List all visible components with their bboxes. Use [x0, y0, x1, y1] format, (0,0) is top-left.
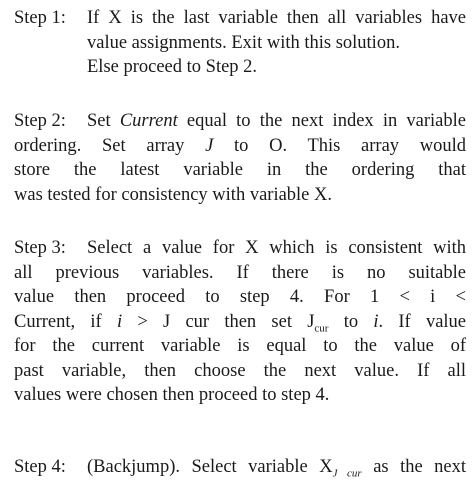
- step-4-line-1: (Backjump). Select variable $X_{J cur}$ as the next: [87, 457, 467, 480]
- step-1-line-1: If X is the last variable then all variables have: [87, 8, 466, 28]
- step-3-line-6: past variable, then choose the next value. If all: [14, 360, 466, 381]
- step-1: [14, 6, 466, 80]
- step-3-label: Step 3:: [14, 238, 66, 258]
- step-4-label: Step 4:: [14, 457, 66, 477]
- step-2-line-2: ordering. Set array J to O. This array would: [14, 135, 466, 156]
- step-4-body: [87, 455, 466, 480]
- step-2-line-3: store the latest variable in the ordering that: [14, 160, 466, 180]
- step-1-line-3: Else proceed to Step 2.: [87, 57, 258, 77]
- step-2: [14, 109, 466, 207]
- step-3: [14, 236, 466, 408]
- step-1-label: Step 1:: [14, 8, 66, 28]
- step-2-label: Step 2:: [14, 111, 66, 131]
- step-3-line-7: values were chosen then proceed to step 4.: [14, 385, 330, 405]
- step-1-line-2: value assignments. Exit with this solution.: [87, 32, 400, 53]
- step-1-body: [87, 6, 466, 80]
- step-3-line-2: all previous variables. If there is no suitable: [14, 262, 466, 283]
- step-2-line-1: Set Current equal to the next index in variable: [87, 111, 466, 131]
- step-3-line-3: value then proceed to step 4. For 1 < i <: [14, 287, 466, 307]
- step-2-line-4: was tested for consistency with variable X.: [14, 184, 333, 205]
- step-4: [14, 455, 466, 480]
- step-3-line-1: Select a value for X which is consistent with: [87, 238, 466, 258]
- step-3-line-5: for the current variable is equal to the value of: [14, 336, 466, 356]
- step-3-line-4: Current, if i > J cur then set $J_{cur}$ to i. If value: [14, 311, 467, 335]
